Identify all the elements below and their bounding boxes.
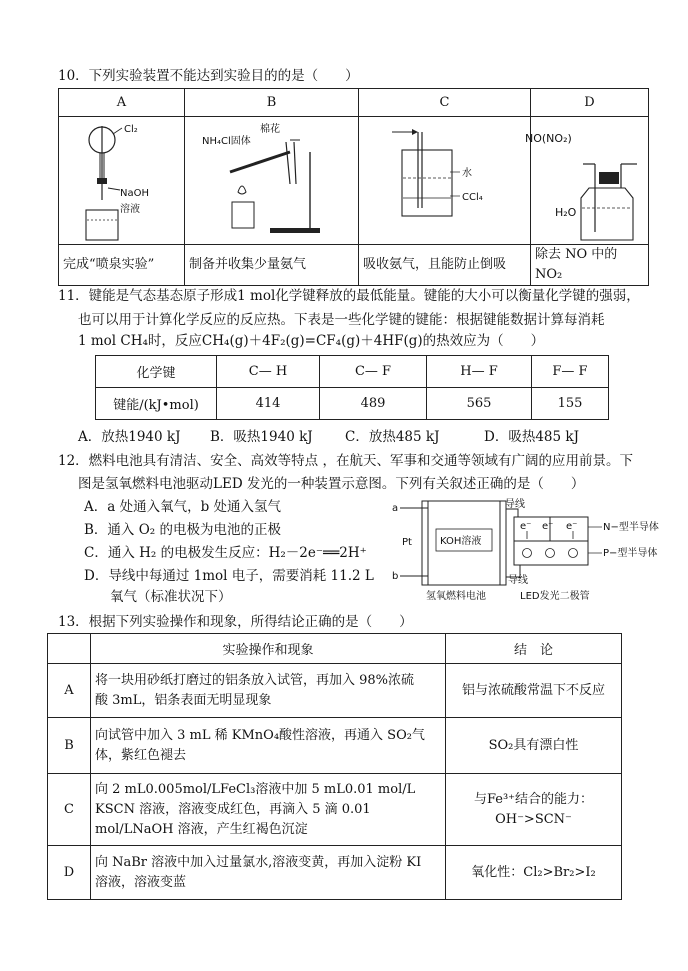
ammonia-absorption-figure xyxy=(390,128,500,238)
q12-option-d-cont: 氧气（标准状况下） xyxy=(110,589,232,605)
q13-row-b-conclusion: SO₂具有漂白性 xyxy=(488,737,579,753)
label-water: 水 xyxy=(462,168,472,179)
q13-row-b-op2: 体，紫红色褪去 xyxy=(95,747,187,763)
q12-option-a: A．a 处通入氧气，b 处通入氢气 xyxy=(84,499,282,515)
label-cl2: Cl₂ xyxy=(124,124,138,135)
label-wire-bottom: 导线 xyxy=(508,575,528,586)
q13-row-c-label: C xyxy=(48,774,91,846)
q13-row-b xyxy=(48,718,622,774)
bond-value-ch: 414 xyxy=(217,388,320,420)
bond-value-hf: 565 xyxy=(427,388,532,420)
label-nh4cl: NH₄Cl固体 xyxy=(202,136,251,147)
q13-row-c xyxy=(48,774,622,846)
q13-row-c-op1: 向 2 mL0.005mol/LFeCl₃溶液中加 5 mL0.01 mol/L xyxy=(95,781,416,797)
q13-row-b-op1: 向试管中加入 3 mL 稀 KMnO₄酸性溶液，再通入 SO₂气 xyxy=(95,727,425,743)
q13-row-a-label: A xyxy=(48,664,91,718)
label-e-2: e⁻ xyxy=(542,521,554,532)
bond-value-cf: 489 xyxy=(320,388,427,420)
label-koh: KOH溶液 xyxy=(440,536,482,547)
q10-caption-c: 吸收氨气，且能防止倒吸 xyxy=(359,245,531,286)
q13-row-d-conclusion: 氧化性：Cl₂>Br₂>I₂ xyxy=(471,864,596,880)
label-wire-top: 导线 xyxy=(505,499,525,510)
q10-header-c: C xyxy=(359,89,531,117)
q13-row-d-label: D xyxy=(48,846,91,900)
label-ccl4: CCl₄ xyxy=(462,192,483,203)
q13-row-b-label: B xyxy=(48,718,91,774)
q10-caption-d: 除去 NO 中的 NO₂ xyxy=(531,245,649,286)
q11-option-d: D．吸热485 kJ xyxy=(484,429,579,445)
gas-washing-bottle-figure xyxy=(525,132,645,242)
label-e-3: e⁻ xyxy=(566,521,578,532)
bond-row-label: 键能/(kJ•mol) xyxy=(96,388,217,420)
q13-header-conclusion: 结 论 xyxy=(446,634,622,664)
label-b: b xyxy=(392,571,399,582)
q13-row-a-conclusion: 铝与浓硫酸常温下不反应 xyxy=(461,682,605,698)
q11-line2: 也可以用于计算化学反应的反应热。下表是一些化学键的键能：根据键能数据计算每消耗 xyxy=(78,312,605,328)
label-e-1: e⁻ xyxy=(520,521,532,532)
label-n-type: N−型半导体 xyxy=(603,522,659,533)
bond-value-ff: 155 xyxy=(532,388,609,420)
bond-header-hf: H— F xyxy=(427,356,532,388)
label-cell-caption: 氢氧燃料电池 xyxy=(426,591,486,602)
label-pt: Pt xyxy=(402,537,412,548)
bond-header-ff: F— F xyxy=(532,356,609,388)
q12-option-b: B．通入 O₂ 的电极为电池的正极 xyxy=(84,522,281,538)
q13-row-c-conclusion-1: 与Fe³⁺结合的能力： xyxy=(473,791,594,807)
q13-header-operation: 实验操作和现象 xyxy=(91,634,446,664)
q10-header-b: B xyxy=(185,89,359,117)
q11-option-a: A．放热1940 kJ xyxy=(78,429,181,445)
q13-row-d-op2: 溶液，溶液变蓝 xyxy=(95,874,187,890)
q13-header-blank xyxy=(48,634,91,664)
q11-line3: 1 mol CH₄时，反应CH₄(g)＋4F₂(g)=CF₄(g)＋4HF(g)的热效应为（ ） xyxy=(78,333,545,349)
q10-header-a: A xyxy=(59,89,185,117)
q10-header-d: D xyxy=(531,89,649,117)
q13-stem: 13．根据下列实验操作和现象，所得结论正确的是（ ） xyxy=(58,614,413,630)
label-solution: 溶液 xyxy=(120,204,140,215)
label-p-type: P−型半导体 xyxy=(603,548,658,559)
q11-line1: 11．键能是气态基态原子形成1 mol化学键释放的最低能量。键能的大小可以衡量化学键的强弱， xyxy=(58,288,640,304)
q12-line1: 12．燃料电池具有清洁、安全、高效等特点 ，在航天、军事和交通等领域有广阔的应用前景。下 xyxy=(58,453,633,469)
q10-caption-a: 完成“喷泉实验” xyxy=(59,245,185,286)
q10-caption-b: 制备并收集少量氨气 xyxy=(185,245,359,286)
bond-header-cf: C— F xyxy=(320,356,427,388)
bond-energy-table xyxy=(95,355,609,420)
fuel-cell-led-figure xyxy=(392,495,662,605)
label-h2o: H₂O xyxy=(555,206,577,219)
q13-row-c-op2: KSCN 溶液，溶液变成红色，再滴入 5 滴 0.01 xyxy=(95,801,371,817)
q13-row-c-op3: mol/LNaOH 溶液，产生红褐色沉淀 xyxy=(95,821,308,837)
fountain-apparatus-figure xyxy=(80,120,160,245)
label-led-caption: LED发光二极管 xyxy=(520,591,590,602)
label-naoh: NaOH xyxy=(120,188,149,199)
ammonia-preparation-figure xyxy=(200,122,330,242)
q13-row-a-op2: 酸 3mL，铝条表面无明显现象 xyxy=(95,692,272,708)
label-a: a xyxy=(392,503,399,514)
q10-stem: 10．下列实验装置不能达到实验目的的是（ ） xyxy=(58,68,359,84)
q12-option-d: D．导线中每通过 1mol 电子，需要消耗 11.2 L xyxy=(84,568,374,584)
q13-row-a-op1: 将一块用砂纸打磨过的铝条放入试管，再加入 98%浓硫 xyxy=(95,672,415,688)
q13-row-a xyxy=(48,664,622,718)
q12-option-c: C．通入 H₂ 的电极发生反应：H₂－2e⁻══2H⁺ xyxy=(84,545,367,561)
label-cotton: 棉花 xyxy=(260,124,280,135)
bond-header-ch: C— H xyxy=(217,356,320,388)
q11-option-c: C．放热485 kJ xyxy=(345,429,440,445)
q11-option-b: B．吸热1940 kJ xyxy=(210,429,313,445)
q13-row-d xyxy=(48,846,622,900)
bond-header-label: 化学键 xyxy=(96,356,217,388)
q13-table xyxy=(47,633,622,900)
q12-line2: 图是氢氧燃料电池驱动LED 发光的一种装置示意图。下列有关叙述正确的是（ ） xyxy=(78,476,585,492)
label-no-no2: NO(NO₂) xyxy=(525,132,572,145)
q13-row-c-conclusion-2: OH⁻>SCN⁻ xyxy=(495,811,572,827)
q13-row-d-op1: 向 NaBr 溶液中加入过量氯水,溶液变黄，再加入淀粉 KI xyxy=(95,854,422,870)
